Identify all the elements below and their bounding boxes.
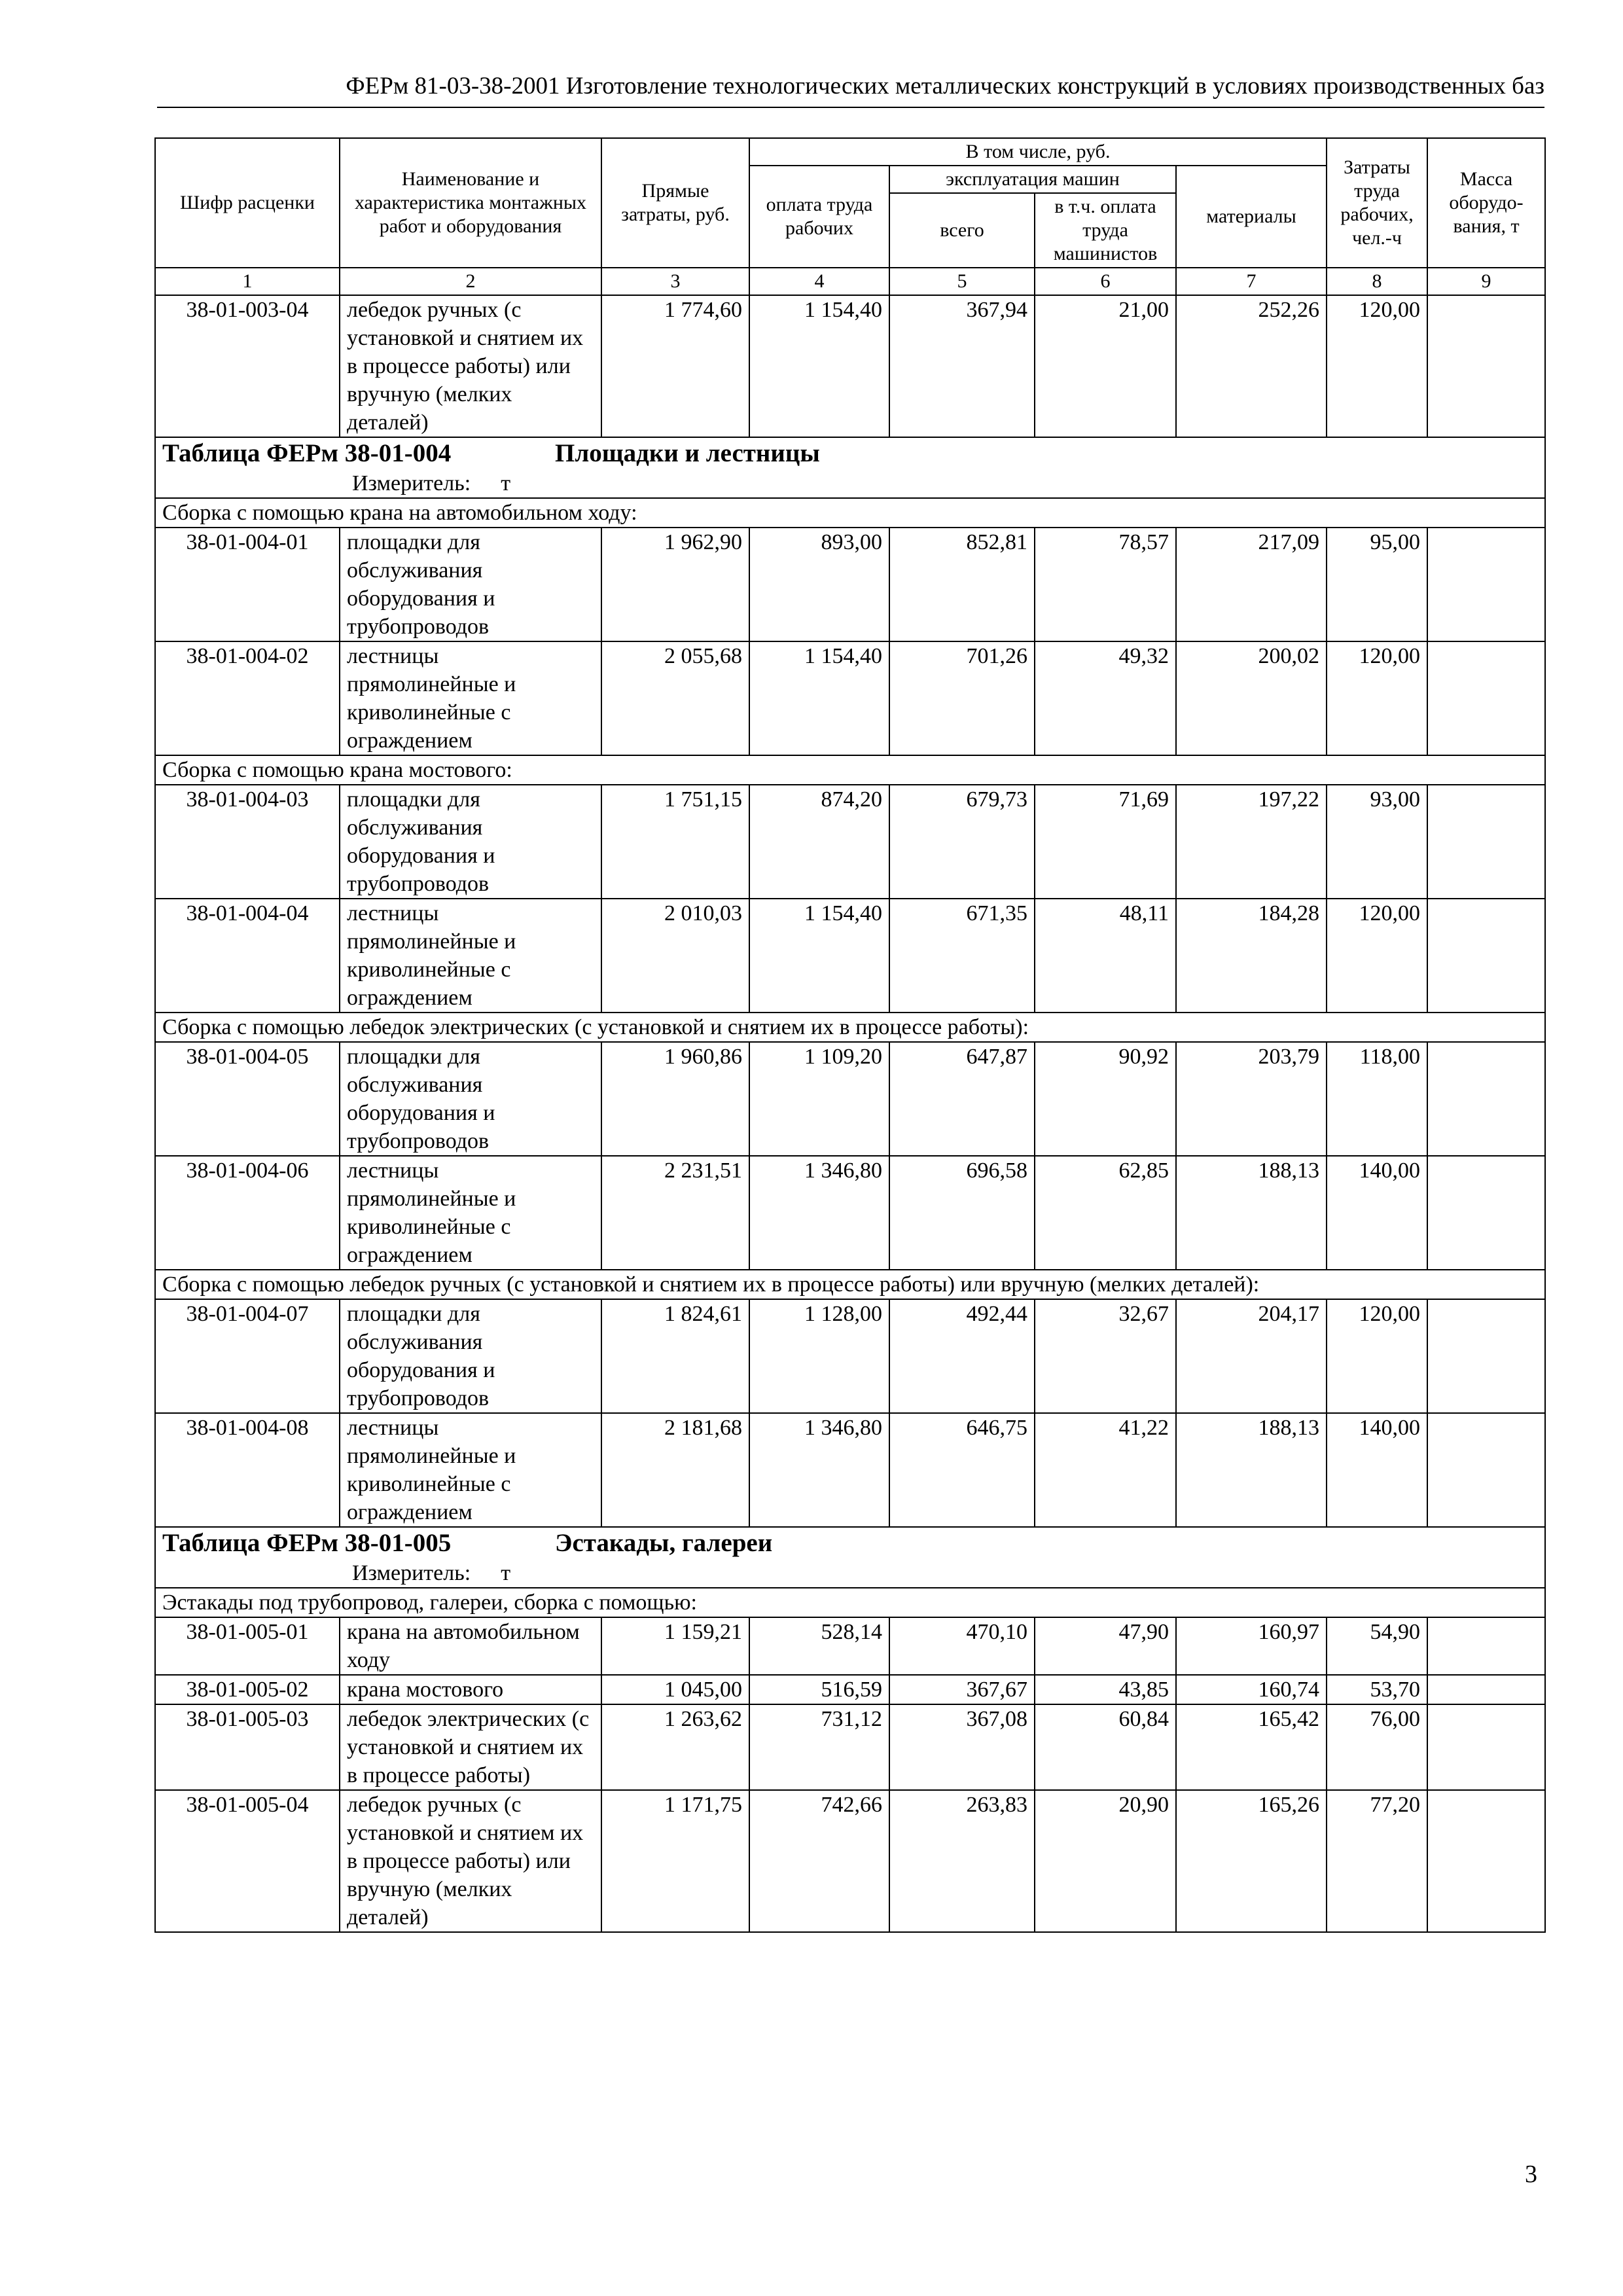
row-direct-cost: 2 010,03 <box>601 899 749 1013</box>
section-row <box>155 755 1545 785</box>
section-row <box>155 498 1545 528</box>
row-mass <box>1427 1704 1545 1790</box>
col-number: 6 <box>1035 268 1176 295</box>
section-title: Сборка с помощью крана мостового: <box>155 755 1545 785</box>
row-labor-hours: 93,00 <box>1327 785 1427 899</box>
row-code: 38-01-004-04 <box>155 899 340 1013</box>
row-machinists-cost: 49,32 <box>1035 641 1176 755</box>
row-mass <box>1427 1790 1545 1932</box>
col-number: 1 <box>155 268 340 295</box>
row-labor-cost: 516,59 <box>749 1675 889 1704</box>
row-labor-cost: 1 154,40 <box>749 899 889 1013</box>
row-materials-cost: 160,97 <box>1176 1617 1327 1675</box>
row-machines-cost: 367,08 <box>889 1704 1035 1790</box>
row-mass <box>1427 785 1545 899</box>
row-labor-cost: 1 154,40 <box>749 295 889 437</box>
row-machines-cost: 671,35 <box>889 899 1035 1013</box>
col-machines-total-header: всего <box>889 193 1035 268</box>
row-machines-cost: 263,83 <box>889 1790 1035 1932</box>
col-number: 5 <box>889 268 1035 295</box>
row-machines-cost: 367,67 <box>889 1675 1035 1704</box>
row-machinists-cost: 41,22 <box>1035 1413 1176 1527</box>
row-materials-cost: 197,22 <box>1176 785 1327 899</box>
row-labor-hours: 120,00 <box>1327 899 1427 1013</box>
row-name: лебедок ручных (с установкой и снятием их в процессе работы) или вручную (мелких деталей) <box>340 1790 601 1932</box>
row-direct-cost: 1 751,15 <box>601 785 749 899</box>
row-direct-cost: 1 171,75 <box>601 1790 749 1932</box>
row-labor-cost: 1 154,40 <box>749 641 889 755</box>
col-including-header: В том числе, руб. <box>749 138 1327 166</box>
row-code: 38-01-005-02 <box>155 1675 340 1704</box>
col-name-header: Наименование и характеристика монтажных работ и оборудования <box>340 138 601 268</box>
row-machines-cost: 679,73 <box>889 785 1035 899</box>
measure-unit: т <box>501 471 511 495</box>
row-code: 38-01-005-03 <box>155 1704 340 1790</box>
row-name: площадки для обслуживания оборудования и трубопроводов <box>340 1299 601 1413</box>
row-code: 38-01-003-04 <box>155 295 340 437</box>
section-row <box>155 1588 1545 1617</box>
table-005-body <box>155 1617 1545 1932</box>
row-materials-cost: 203,79 <box>1176 1042 1327 1156</box>
row-labor-hours: 76,00 <box>1327 1704 1427 1790</box>
row-mass <box>1427 1299 1545 1413</box>
row-mass <box>1427 1675 1545 1704</box>
measure-row <box>155 1559 1545 1588</box>
table-title-code: Таблица ФЕРм 38-01-005 <box>162 1529 452 1557</box>
page-header: ФЕРм 81-03-38-2001 Изготовление технологических металлических конструкций в условиях производственных баз <box>346 73 1544 99</box>
col-number: 9 <box>1427 268 1545 295</box>
row-name: площадки для обслуживания оборудования и трубопроводов <box>340 1042 601 1156</box>
col-number: 4 <box>749 268 889 295</box>
row-name: лебедок электрических (с установкой и снятием их в процессе работы) <box>340 1704 601 1790</box>
col-labor-hours-header: Затраты труда рабочих, чел.-ч <box>1327 138 1427 268</box>
row-machinists-cost: 90,92 <box>1035 1042 1176 1156</box>
row-direct-cost: 1 159,21 <box>601 1617 749 1675</box>
row-labor-cost: 893,00 <box>749 528 889 641</box>
row-code: 38-01-004-08 <box>155 1413 340 1527</box>
row-materials-cost: 217,09 <box>1176 528 1327 641</box>
table-row <box>155 1675 1545 1704</box>
table-row <box>155 295 1545 437</box>
row-code: 38-01-004-05 <box>155 1042 340 1156</box>
section-title: Сборка с помощью крана на автомобильном ходу: <box>155 498 1545 528</box>
row-code: 38-01-004-03 <box>155 785 340 899</box>
row-machinists-cost: 48,11 <box>1035 899 1176 1013</box>
row-mass <box>1427 641 1545 755</box>
row-mass <box>1427 295 1545 437</box>
row-code: 38-01-004-01 <box>155 528 340 641</box>
row-name: площадки для обслуживания оборудования и трубопроводов <box>340 528 601 641</box>
row-labor-hours: 140,00 <box>1327 1156 1427 1270</box>
row-machines-cost: 701,26 <box>889 641 1035 755</box>
row-machinists-cost: 21,00 <box>1035 295 1176 437</box>
col-labor-header: оплата труда рабочих <box>749 166 889 268</box>
row-machinists-cost: 47,90 <box>1035 1617 1176 1675</box>
table-row <box>155 1617 1545 1675</box>
col-number: 2 <box>340 268 601 295</box>
row-labor-hours: 120,00 <box>1327 1299 1427 1413</box>
header-rule <box>157 107 1544 108</box>
measure-row <box>155 469 1545 498</box>
row-labor-hours: 140,00 <box>1327 1413 1427 1527</box>
col-direct-header: Прямые затраты, руб. <box>601 138 749 268</box>
table-row <box>155 1299 1545 1413</box>
row-labor-hours: 95,00 <box>1327 528 1427 641</box>
table-row <box>155 1413 1545 1527</box>
row-machinists-cost: 71,69 <box>1035 785 1176 899</box>
table-row <box>155 1156 1545 1270</box>
section-row <box>155 1013 1545 1042</box>
row-name: площадки для обслуживания оборудования и трубопроводов <box>340 785 601 899</box>
row-code: 38-01-004-06 <box>155 1156 340 1270</box>
table-row <box>155 785 1545 899</box>
row-machinists-cost: 62,85 <box>1035 1156 1176 1270</box>
row-machines-cost: 647,87 <box>889 1042 1035 1156</box>
row-direct-cost: 1 263,62 <box>601 1704 749 1790</box>
row-machinists-cost: 78,57 <box>1035 528 1176 641</box>
row-machinists-cost: 43,85 <box>1035 1675 1176 1704</box>
row-code: 38-01-004-07 <box>155 1299 340 1413</box>
row-direct-cost: 2 055,68 <box>601 641 749 755</box>
row-materials-cost: 165,42 <box>1176 1704 1327 1790</box>
row-machinists-cost: 60,84 <box>1035 1704 1176 1790</box>
table-row <box>155 641 1545 755</box>
row-materials-cost: 252,26 <box>1176 295 1327 437</box>
row-mass <box>1427 1617 1545 1675</box>
row-direct-cost: 1 774,60 <box>601 295 749 437</box>
row-materials-cost: 184,28 <box>1176 899 1327 1013</box>
row-labor-cost: 528,14 <box>749 1617 889 1675</box>
col-machines-header: эксплуатация машин <box>889 166 1176 193</box>
table-title-code: Таблица ФЕРм 38-01-004 <box>162 439 452 467</box>
row-machines-cost: 367,94 <box>889 295 1035 437</box>
row-labor-cost: 731,12 <box>749 1704 889 1790</box>
row-machinists-cost: 20,90 <box>1035 1790 1176 1932</box>
row-name: крана мостового <box>340 1675 601 1704</box>
measure-label: Измеритель: <box>352 1561 471 1585</box>
row-machines-cost: 470,10 <box>889 1617 1035 1675</box>
row-code: 38-01-005-01 <box>155 1617 340 1675</box>
row-labor-hours: 120,00 <box>1327 295 1427 437</box>
table-004-body <box>155 498 1545 1527</box>
section-row <box>155 1270 1545 1299</box>
row-labor-cost: 1 346,80 <box>749 1413 889 1527</box>
table-title-row <box>155 1527 1545 1559</box>
row-name: лестницы прямолинейные и криволинейные с ограждением <box>340 641 601 755</box>
row-direct-cost: 1 962,90 <box>601 528 749 641</box>
row-direct-cost: 1 824,61 <box>601 1299 749 1413</box>
row-mass <box>1427 899 1545 1013</box>
row-labor-hours: 120,00 <box>1327 641 1427 755</box>
table-row <box>155 1790 1545 1932</box>
table-title-name: Эстакады, галереи <box>555 1529 773 1557</box>
row-materials-cost: 165,26 <box>1176 1790 1327 1932</box>
col-mass-header: Масса оборудо-вания, т <box>1427 138 1545 268</box>
table-row <box>155 528 1545 641</box>
row-machines-cost: 646,75 <box>889 1413 1035 1527</box>
measure-unit: т <box>501 1561 511 1585</box>
row-mass <box>1427 1413 1545 1527</box>
row-direct-cost: 2 181,68 <box>601 1413 749 1527</box>
row-name: лестницы прямолинейные и криволинейные с ограждением <box>340 1413 601 1527</box>
row-materials-cost: 188,13 <box>1176 1413 1327 1527</box>
row-labor-hours: 53,70 <box>1327 1675 1427 1704</box>
row-labor-hours: 54,90 <box>1327 1617 1427 1675</box>
table-row <box>155 1704 1545 1790</box>
row-mass <box>1427 1042 1545 1156</box>
row-name: крана на автомобильном ходу <box>340 1617 601 1675</box>
table-title-name: Площадки и лестницы <box>555 439 820 467</box>
row-labor-hours: 118,00 <box>1327 1042 1427 1156</box>
table-row <box>155 1042 1545 1156</box>
row-machines-cost: 492,44 <box>889 1299 1035 1413</box>
table-title-row <box>155 437 1545 469</box>
col-number: 8 <box>1327 268 1427 295</box>
row-name: лебедок ручных (с установкой и снятием их в процессе работы) или вручную (мелких деталей) <box>340 295 601 437</box>
section-title: Эстакады под трубопровод, галереи, сборка с помощью: <box>155 1588 1545 1617</box>
section-title: Сборка с помощью лебедок электрических (с установкой и снятием их в процессе работы): <box>155 1013 1545 1042</box>
col-number: 7 <box>1176 268 1327 295</box>
row-direct-cost: 2 231,51 <box>601 1156 749 1270</box>
row-machines-cost: 852,81 <box>889 528 1035 641</box>
row-mass <box>1427 1156 1545 1270</box>
row-code: 38-01-004-02 <box>155 641 340 755</box>
page-number: 3 <box>1525 2161 1537 2188</box>
col-materials-header: материалы <box>1176 166 1327 268</box>
row-machinists-cost: 32,67 <box>1035 1299 1176 1413</box>
row-direct-cost: 1 960,86 <box>601 1042 749 1156</box>
row-name: лестницы прямолинейные и криволинейные с ограждением <box>340 1156 601 1270</box>
col-number: 3 <box>601 268 749 295</box>
row-machines-cost: 696,58 <box>889 1156 1035 1270</box>
row-mass <box>1427 528 1545 641</box>
section-title: Сборка с помощью лебедок ручных (с установкой и снятием их в процессе работы) или вручную (мелких деталей): <box>155 1270 1545 1299</box>
row-direct-cost: 1 045,00 <box>601 1675 749 1704</box>
row-labor-cost: 874,20 <box>749 785 889 899</box>
row-materials-cost: 200,02 <box>1176 641 1327 755</box>
row-labor-cost: 742,66 <box>749 1790 889 1932</box>
row-labor-cost: 1 346,80 <box>749 1156 889 1270</box>
row-code: 38-01-005-04 <box>155 1790 340 1932</box>
col-code-header: Шифр расценки <box>155 138 340 268</box>
table-row <box>155 899 1545 1013</box>
rates-table <box>154 137 1546 1933</box>
row-materials-cost: 204,17 <box>1176 1299 1327 1413</box>
measure-label: Измеритель: <box>352 471 471 495</box>
row-labor-cost: 1 128,00 <box>749 1299 889 1413</box>
row-materials-cost: 160,74 <box>1176 1675 1327 1704</box>
row-materials-cost: 188,13 <box>1176 1156 1327 1270</box>
row-labor-hours: 77,20 <box>1327 1790 1427 1932</box>
row-labor-cost: 1 109,20 <box>749 1042 889 1156</box>
row-name: лестницы прямолинейные и криволинейные с ограждением <box>340 899 601 1013</box>
col-machinists-header: в т.ч. оплата труда машинистов <box>1035 193 1176 268</box>
